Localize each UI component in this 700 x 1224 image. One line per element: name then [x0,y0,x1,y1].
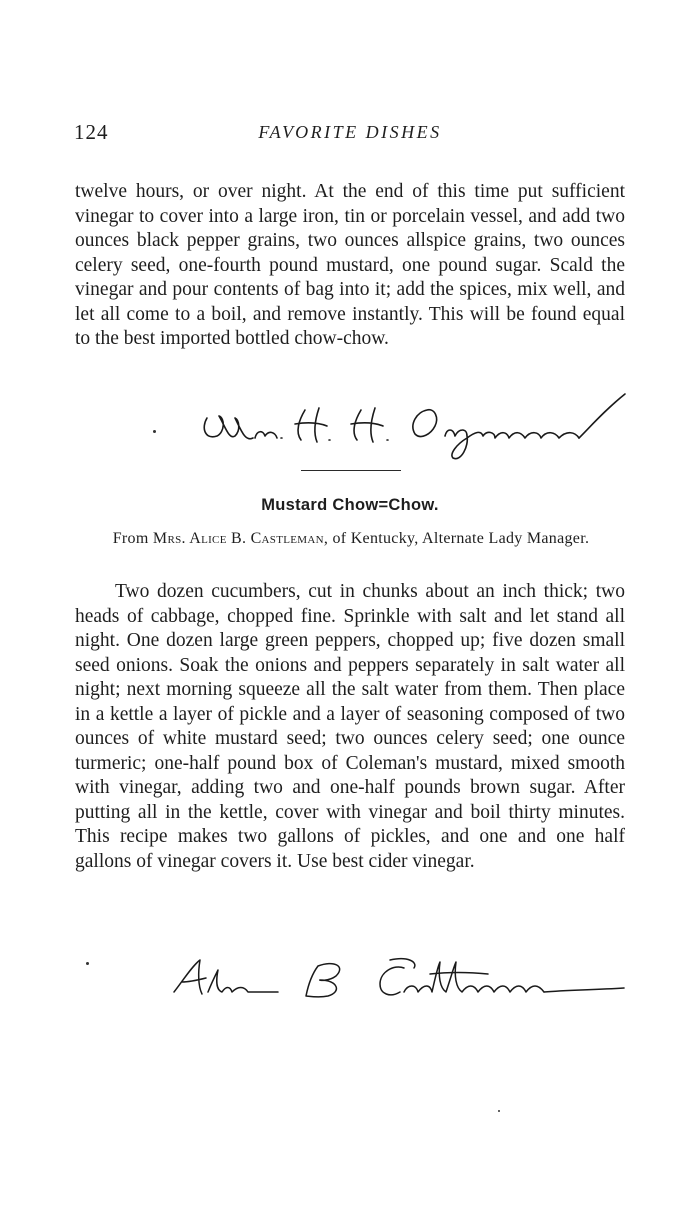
ink-mark [86,962,89,965]
section-divider [301,470,401,471]
page-header [74,120,626,150]
recipe-body-text: Two dozen cucumbers, cut in chunks about an inch thick; two heads of cabbage, chopped fine. Sprinkle with salt and let stand all night. One dozen large green peppers, chopped up; five dozen small seed onions. Soak the onions and peppers separately in salt water all night; next morning squeeze all the salt water from them. Then place in a kettle a layer of pickle and a layer of seasoning composed of two ounces of white mustard seed; two ounces celery seed; one ounce turmeric; one-half pound box of Coleman's mustard, mixed smooth with vinegar, adding two and one-half pounds brown sugar. After putting all in the kettle, cover with vinegar and boil thirty minutes. This recipe makes two gallons of pickles, and one and one half gallons of vinegar covers it. Use best cider vinegar. [75,581,625,872]
signature-castleman [168,952,628,1012]
signature-ingram [195,388,635,468]
recipe-title: Mustard Chow=Chow. [261,496,439,514]
attribution-name: Mrs. Alice B. Castleman, [152,530,329,547]
attribution-from: From [112,530,149,547]
attribution-rest: of Kentucky, Alternate Lady Manager. [332,530,590,547]
recipe-attribution [75,528,627,549]
ink-mark [498,1110,500,1112]
running-title: FAVORITE DISHES [258,122,442,142]
page-number: 124 [74,120,109,144]
ink-mark [153,430,156,433]
recipe-continuation-text: twelve hours, or over night. At the end of this time put sufficient vinegar to cover into a large iron, tin or porcelain vessel, and add two ounces black pepper grains, two ounces allspice grains, two ounces celery seed, one-fourth pound mustard, one pound sugar. Scald the vinegar and pour contents of bag into it; add the spices, mix well, and let all come to a boil, and remove instantly. This will be found equal to the best imported bottled chow-chow. [75,181,625,349]
